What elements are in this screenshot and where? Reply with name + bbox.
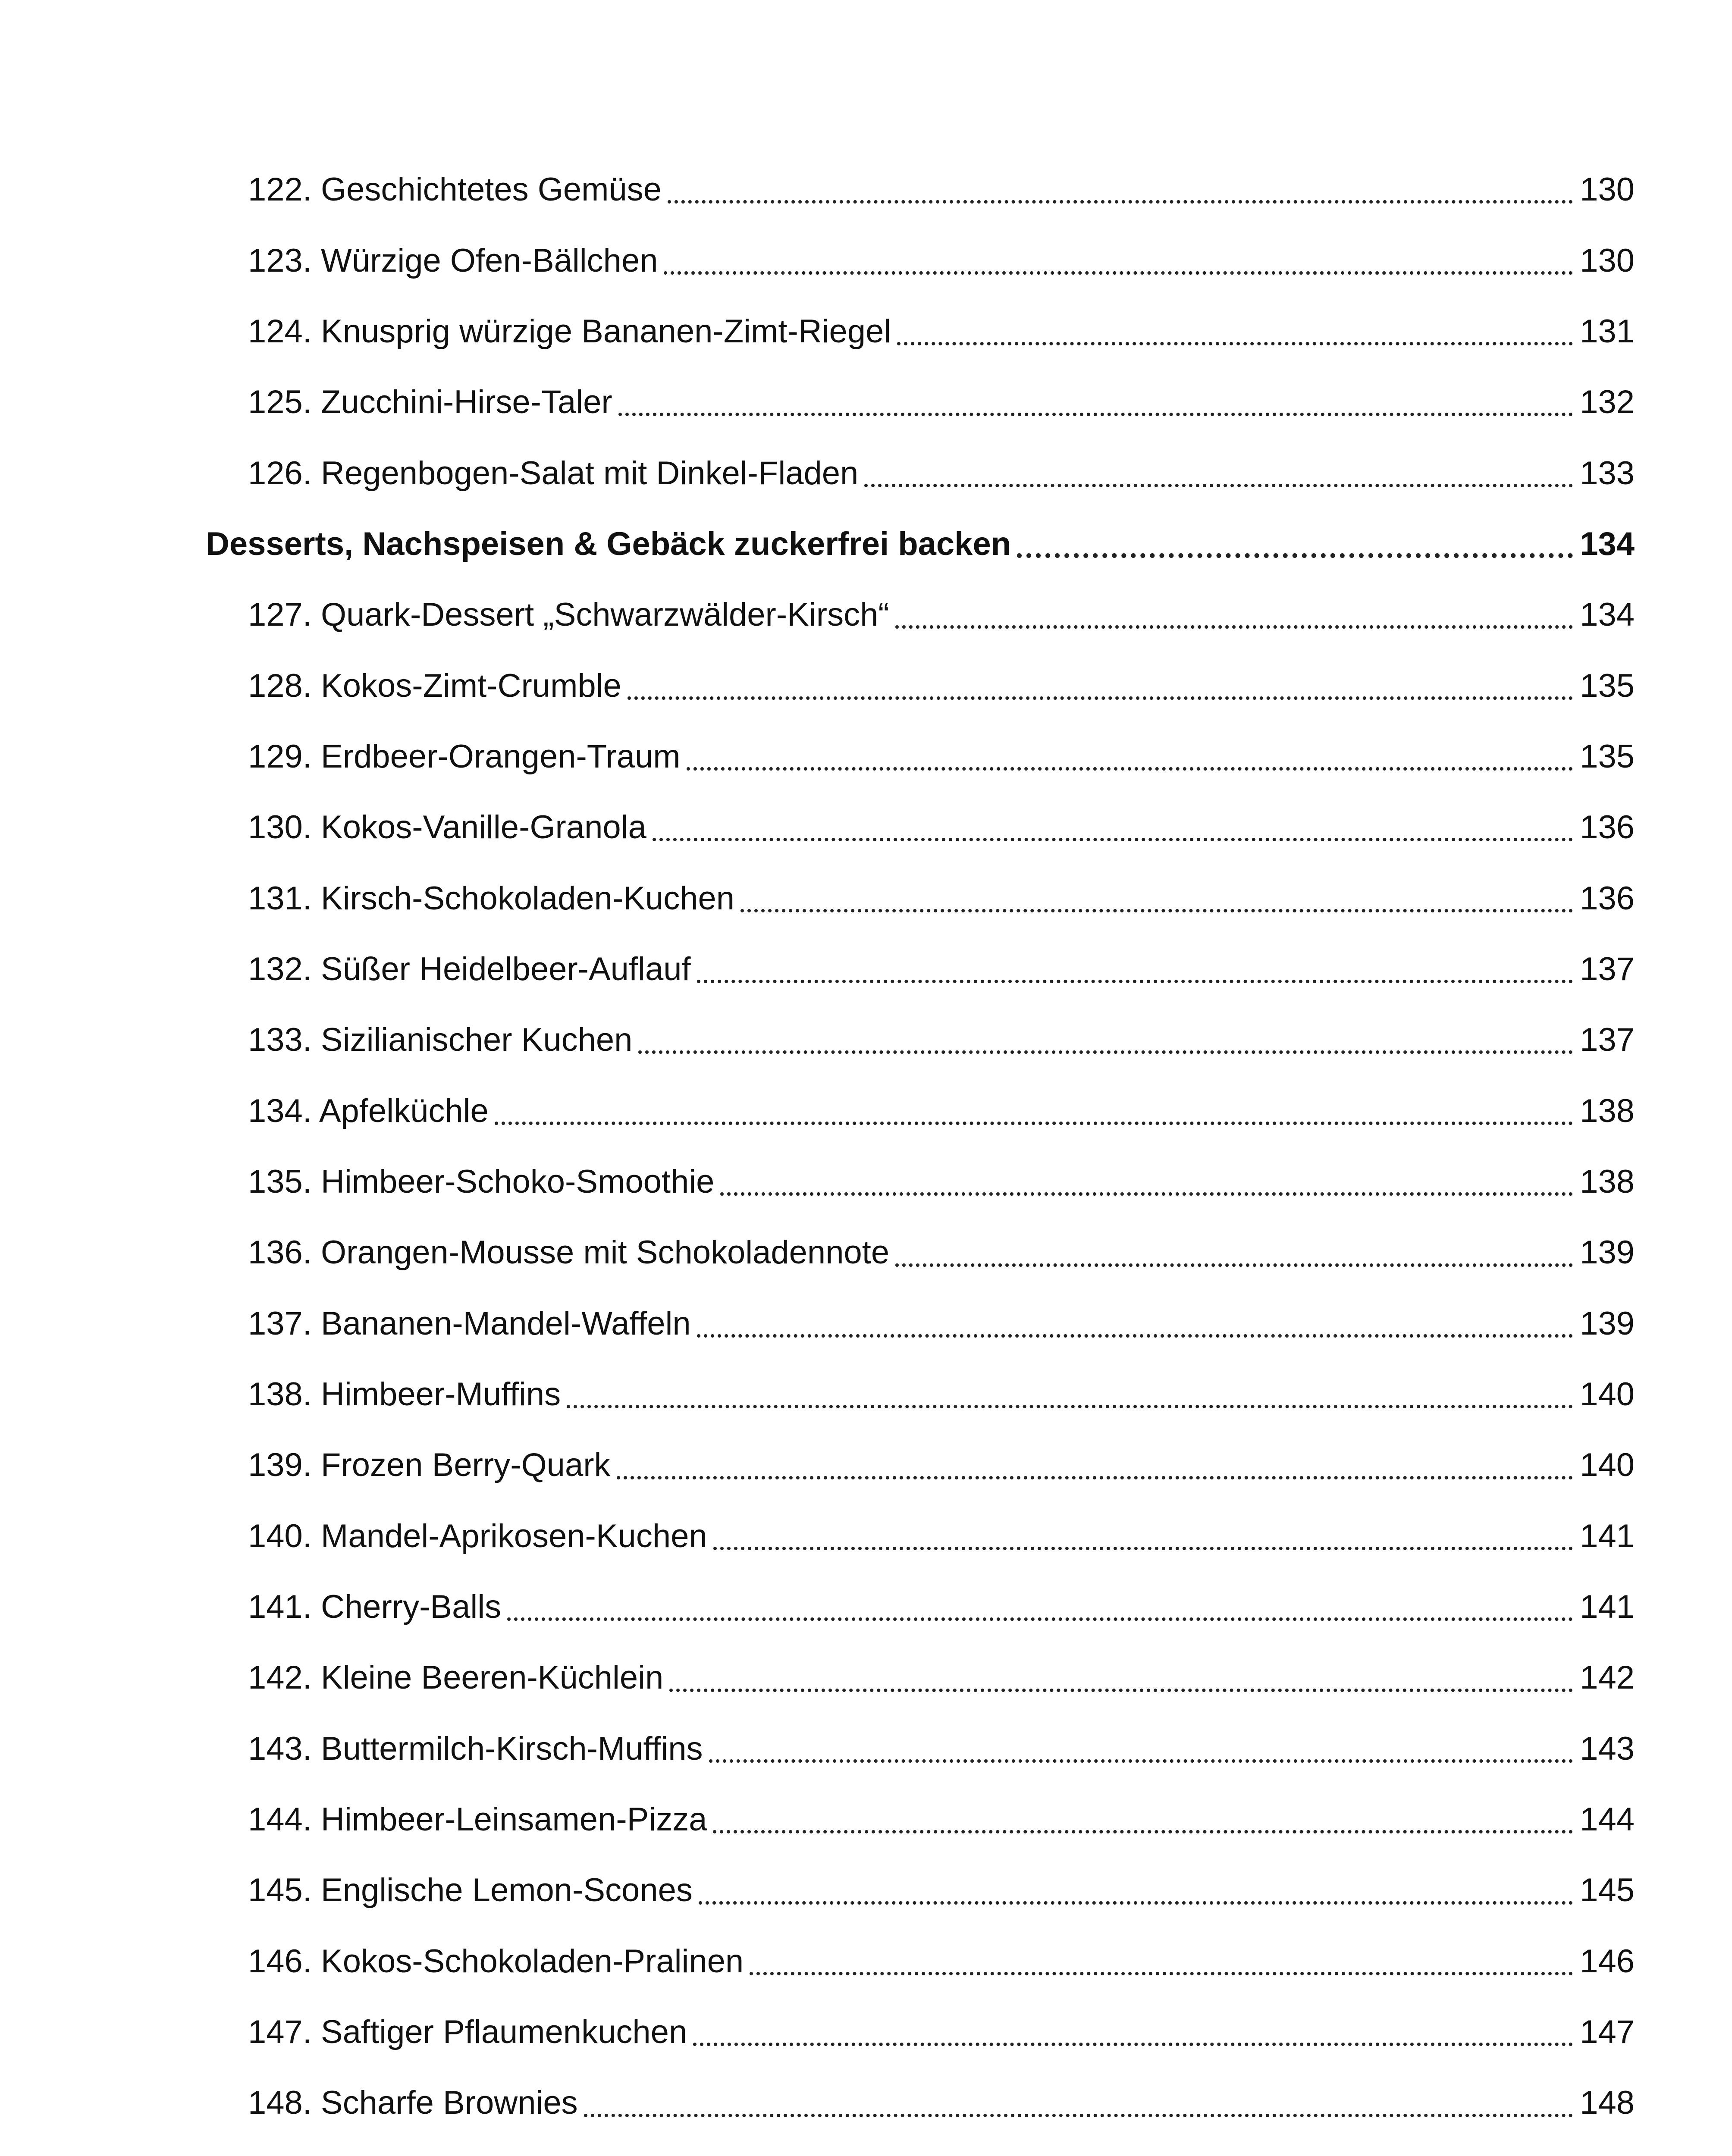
toc-entry[interactable]: [0, 438, 1732, 508]
toc-entry[interactable]: [0, 1217, 1732, 1288]
table-of-contents: [0, 154, 1732, 2156]
toc-entry-title: 126. Regenbogen-Salat mit Dinkel-Fladen: [248, 454, 859, 492]
toc-entry-page: 137: [1580, 1022, 1635, 1059]
toc-entry[interactable]: [0, 934, 1732, 1005]
toc-entry[interactable]: [0, 792, 1732, 863]
toc-entry[interactable]: [0, 367, 1732, 438]
toc-entry-page: 146: [1580, 1943, 1635, 1980]
toc-entry-page: 135: [1580, 738, 1635, 775]
toc-entry[interactable]: [0, 1147, 1732, 1217]
toc-entry-title: 138. Himbeer-Muffins: [248, 1376, 561, 1413]
toc-entry-title: 136. Orangen-Mousse mit Schokoladennote: [248, 1234, 890, 1271]
dot-leader: [664, 271, 1573, 275]
toc-entry-page: 144: [1580, 1801, 1635, 1838]
toc-entry[interactable]: [0, 1714, 1732, 1784]
toc-entry-title: 129. Erdbeer-Orangen-Traum: [248, 738, 681, 775]
dot-leader: [495, 1122, 1573, 1125]
dot-leader: [669, 1689, 1573, 1692]
toc-entry-page: 136: [1580, 880, 1635, 917]
toc-entry-page: 134: [1580, 596, 1635, 633]
toc-entry[interactable]: [0, 1359, 1732, 1430]
dot-leader: [628, 696, 1573, 700]
toc-entry[interactable]: [0, 2139, 1732, 2156]
toc-entry-page: 137: [1580, 950, 1635, 987]
dot-leader: [693, 2043, 1573, 2046]
dot-leader: [864, 484, 1573, 487]
toc-entry-page: 143: [1580, 1730, 1635, 1767]
toc-entry-title: 145. Englische Lemon-Scones: [248, 1872, 693, 1909]
dot-leader: [697, 980, 1573, 983]
dot-leader: [653, 838, 1573, 841]
toc-entry-page: 138: [1580, 1163, 1635, 1200]
dot-leader: [697, 1334, 1573, 1338]
toc-entry[interactable]: [0, 1075, 1732, 1146]
toc-entry-title: 132. Süßer Heidelbeer-Auflauf: [248, 950, 691, 987]
toc-entry[interactable]: [0, 1926, 1732, 1997]
toc-entry-title: 134. Apfelküchle: [248, 1092, 489, 1129]
toc-entry-title: 148. Scharfe Brownies: [248, 2084, 578, 2122]
dot-leader: [713, 1547, 1573, 1550]
toc-entry-title: 135. Himbeer-Schoko-Smoothie: [248, 1163, 715, 1200]
toc-entry[interactable]: [0, 154, 1732, 225]
toc-entry[interactable]: [0, 1430, 1732, 1501]
toc-entry[interactable]: [0, 225, 1732, 296]
dot-leader: [709, 1759, 1573, 1763]
toc-entry-title: 139. Frozen Berry-Quark: [248, 1447, 611, 1484]
toc-entry-page: 136: [1580, 809, 1635, 846]
dot-leader: [687, 767, 1573, 771]
toc-entry-page: 147: [1580, 2014, 1635, 2051]
toc-entry[interactable]: [0, 2068, 1732, 2138]
toc-entry[interactable]: [0, 1642, 1732, 1713]
toc-entry-page: 139: [1580, 1234, 1635, 1271]
dot-leader: [895, 625, 1573, 629]
dot-leader: [720, 1192, 1573, 1196]
toc-entry[interactable]: [0, 296, 1732, 367]
toc-entry-title: 124. Knusprig würzige Bananen-Zimt-Riegel: [248, 313, 891, 350]
toc-entry-page: 131: [1580, 313, 1635, 350]
dot-leader: [897, 342, 1573, 345]
toc-entry-title: 122. Geschichtetes Gemüse: [248, 171, 662, 208]
toc-entry-title: 125. Zucchini-Hirse-Taler: [248, 384, 612, 421]
dot-leader: [740, 909, 1573, 912]
toc-entry-title: 123. Würzige Ofen-Bällchen: [248, 242, 658, 279]
dot-leader: [668, 200, 1573, 204]
toc-entry[interactable]: [0, 1501, 1732, 1572]
dot-leader: [507, 1617, 1573, 1621]
toc-entry-title: 141. Cherry-Balls: [248, 1589, 502, 1626]
toc-entry-title: 130. Kokos-Vanille-Granola: [248, 809, 646, 846]
toc-entry-page: 138: [1580, 1092, 1635, 1129]
toc-entry-page: 132: [1580, 384, 1635, 421]
toc-entry-page: 135: [1580, 667, 1635, 704]
toc-entry-title: 140. Mandel-Aprikosen-Kuchen: [248, 1517, 707, 1554]
dot-leader: [1017, 553, 1573, 558]
toc-entry-title: 133. Sizilianischer Kuchen: [248, 1022, 633, 1059]
toc-entry-page: 130: [1580, 171, 1635, 208]
dot-leader: [617, 1476, 1573, 1479]
toc-entry-page: 140: [1580, 1447, 1635, 1484]
toc-entry[interactable]: [0, 650, 1732, 721]
toc-entry-title: 146. Kokos-Schokoladen-Pralinen: [248, 1943, 744, 1980]
toc-entry-page: 142: [1580, 1659, 1635, 1696]
dot-leader: [895, 1263, 1573, 1267]
toc-entry-page: 145: [1580, 1872, 1635, 1909]
toc-entry-page: 133: [1580, 454, 1635, 492]
toc-section-heading[interactable]: [0, 509, 1732, 580]
toc-entry[interactable]: [0, 1997, 1732, 2068]
toc-entry-title: 143. Buttermilch-Kirsch-Muffins: [248, 1730, 703, 1767]
toc-entry[interactable]: [0, 1572, 1732, 1642]
toc-entry-title: 128. Kokos-Zimt-Crumble: [248, 667, 621, 704]
toc-entry-title: 137. Bananen-Mandel-Waffeln: [248, 1305, 691, 1342]
toc-entry-page: 141: [1580, 1517, 1635, 1554]
toc-entry[interactable]: [0, 1784, 1732, 1855]
toc-entry[interactable]: [0, 863, 1732, 934]
toc-entry-title: 142. Kleine Beeren-Küchlein: [248, 1659, 664, 1696]
toc-entry[interactable]: [0, 1005, 1732, 1075]
toc-entry-page: 130: [1580, 242, 1635, 279]
toc-section-page: 134: [1580, 525, 1635, 562]
toc-entry-page: 148: [1580, 2084, 1635, 2122]
dot-leader: [638, 1050, 1573, 1054]
dot-leader: [750, 1972, 1573, 1975]
toc-entry[interactable]: [0, 1288, 1732, 1359]
toc-entry-page: 141: [1580, 1589, 1635, 1626]
toc-entry-title: 131. Kirsch-Schokoladen-Kuchen: [248, 880, 735, 917]
toc-entry-title: 147. Saftiger Pflaumenkuchen: [248, 2014, 687, 2051]
dot-leader: [567, 1405, 1573, 1408]
toc-entry-title: 127. Quark-Dessert „Schwarzwälder-Kirsch“: [248, 596, 889, 633]
dot-leader: [618, 413, 1573, 416]
dot-leader: [713, 1830, 1573, 1833]
dot-leader: [584, 2114, 1573, 2117]
toc-entry-page: 140: [1580, 1376, 1635, 1413]
toc-entry[interactable]: [0, 1855, 1732, 1926]
toc-entry[interactable]: [0, 721, 1732, 792]
toc-entry[interactable]: [0, 580, 1732, 650]
toc-entry-title: 144. Himbeer-Leinsamen-Pizza: [248, 1801, 707, 1838]
dot-leader: [699, 1901, 1573, 1905]
toc-entry-page: 139: [1580, 1305, 1635, 1342]
toc-section-title: Desserts, Nachspeisen & Gebäck zuckerfrei backen: [206, 525, 1011, 562]
